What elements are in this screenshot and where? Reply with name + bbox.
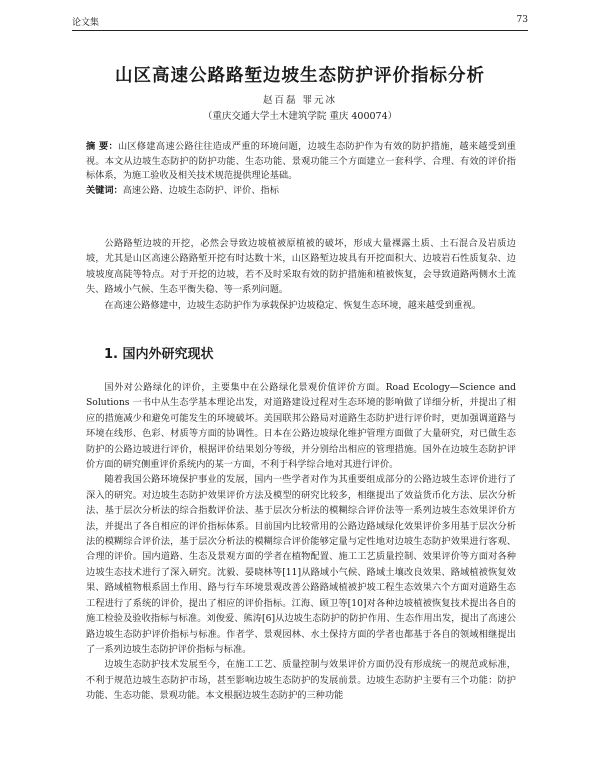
intro-paragraph: 公路路堑边坡的开挖，必然会导致边坡植被原植被的破坏，形成大量裸露土质、土石混合及岩质边坡，尤其是山区高速公路路堑开挖有时达数十米，山区路堑边坡具有开挖面积大、边坡岩石性质复杂、边坡坡度高陡等特点。对于开挖的边坡，若不及时采取有效的防护措施和植被恢复，会导致道路两侧水土流失、路域小气候、生态平衡失稳、等一系列问题。 [86,238,516,296]
abstract-text: 山区修建高速公路往往造成严重的环境问题，边坡生态防护作为有效的防护措施，越来越受到重视。本文从边坡生态防护的防护功能、生态功能、景观功能三个方面建立一套科学、合理、有效的评价指标体系，为施工验收及相关技术规范提供理论基础。 [86,141,516,182]
abstract [86,140,516,184]
page-number: 73 [516,15,528,25]
affiliation: （重庆交通大学土木建筑学院 重庆 400074） [202,111,398,122]
intro-paragraph: 在高速公路修建中，边坡生态防护作为承载保护边坡稳定、恢复生态环境，越来越受到重视。 [104,299,482,311]
abstract-label: 摘 要： [86,141,118,152]
abstract-block [86,140,516,198]
keywords [86,184,516,199]
authors: 赵百磊 罪元冰 [262,95,338,106]
paper-title: 山区高速公路路堑边坡生态防护评价指标分析 [115,66,485,86]
section1-body [86,380,516,704]
running-header [72,12,528,31]
journal-name: 论文集 [72,18,100,28]
body-paragraph: 边坡生态防护技术发展至今，在施工工艺、质量控制与效果评价方面仍没有形成统一的规范或标准，不利于规范边坡生态防护市场，甚至影响边坡生态防护的发展前景。边坡生态防护主要有三个功能：防护功能、生态功能、景观功能。本文根据边坡生态防护的三种功能 [86,659,516,702]
body-paragraph: 随着我国公路环境保护事业的发展，国内一些学者对作为其重要组成部分的公路边坡生态评价进行了深入的研究。对边坡生态防护效果评价方法及模型的研究比较多，相继提出了效益货币化方法、层次分析法、基于层次分析法的综合指数评价法、基于层次分析法的模糊综合评价法等一系列边坡生态效果评价方法，并提出了各自相应的评价指标体系。目前国内比较常用的公路边路域绿化效果评价多用基于层次分析法的模糊综合评价法，基于层次分析法的模糊综合评价能够定量与定性地对边坡生态防护效果进行客观、合理的评价。国内道路、生态及景观方面的学者在植物配置、施工工艺质量控制、效果评价等方面对各种边坡生态技术进行了深入研究。沈毅、晏晓林等[11]从路域小气候、路域土壤改良效果、路域植被恢复效果、路域植物根系固土作用、路与行车环境景观改善公路路域植被护坡工程生态效果六个方面对道路生态工程进行了系统的评价，提出了相应的评价指标。江海、顾卫等[10]对各种边坡植被恢复技术提出各自的施工检验及验收指标与标准。刘俊爱、熊涛[6]从边坡生态防护的防护作用、生态作用出发，提出了高速公路边坡生态防护评价指标与标准。作者学、景观园林、水土保持方面的学者也都基于各自的领域相继提出了一系列边坡生态防护评价指标与标准。 [86,474,516,655]
keywords-text: 高速公路、边坡生态防护、评价、指标 [122,184,279,196]
keywords-label: 关键词： [86,184,123,196]
section-heading: 1. 国内外研究现状 [104,347,214,362]
body-paragraph: 国外对公路绿化的评价，主要集中在公路绿化景观价值评价方面。Road Ecology—Science and Solutions 一书中从生态学基本理论出发，对道路建设过程对生态环境的影响做了详细分析，并提出了相应的措施减少和避免可能发生的环境破坏。美国联邦公路局对道路生态防护进行评价时，更加强调道路与环境在线形、色彩、材质等方面的协调性。日本在公路边坡绿化维护管理方面做了大量研究，对已做生态防护的公路边坡进行评价，根据评价结果划分等级，并分别给出相应的管理措施。国外在边坡生态防护评价方面的研究侧重评价系统内的某一方面，不利于科学综合地对其进行评价。 [86,382,516,471]
intro-block [86,236,516,313]
